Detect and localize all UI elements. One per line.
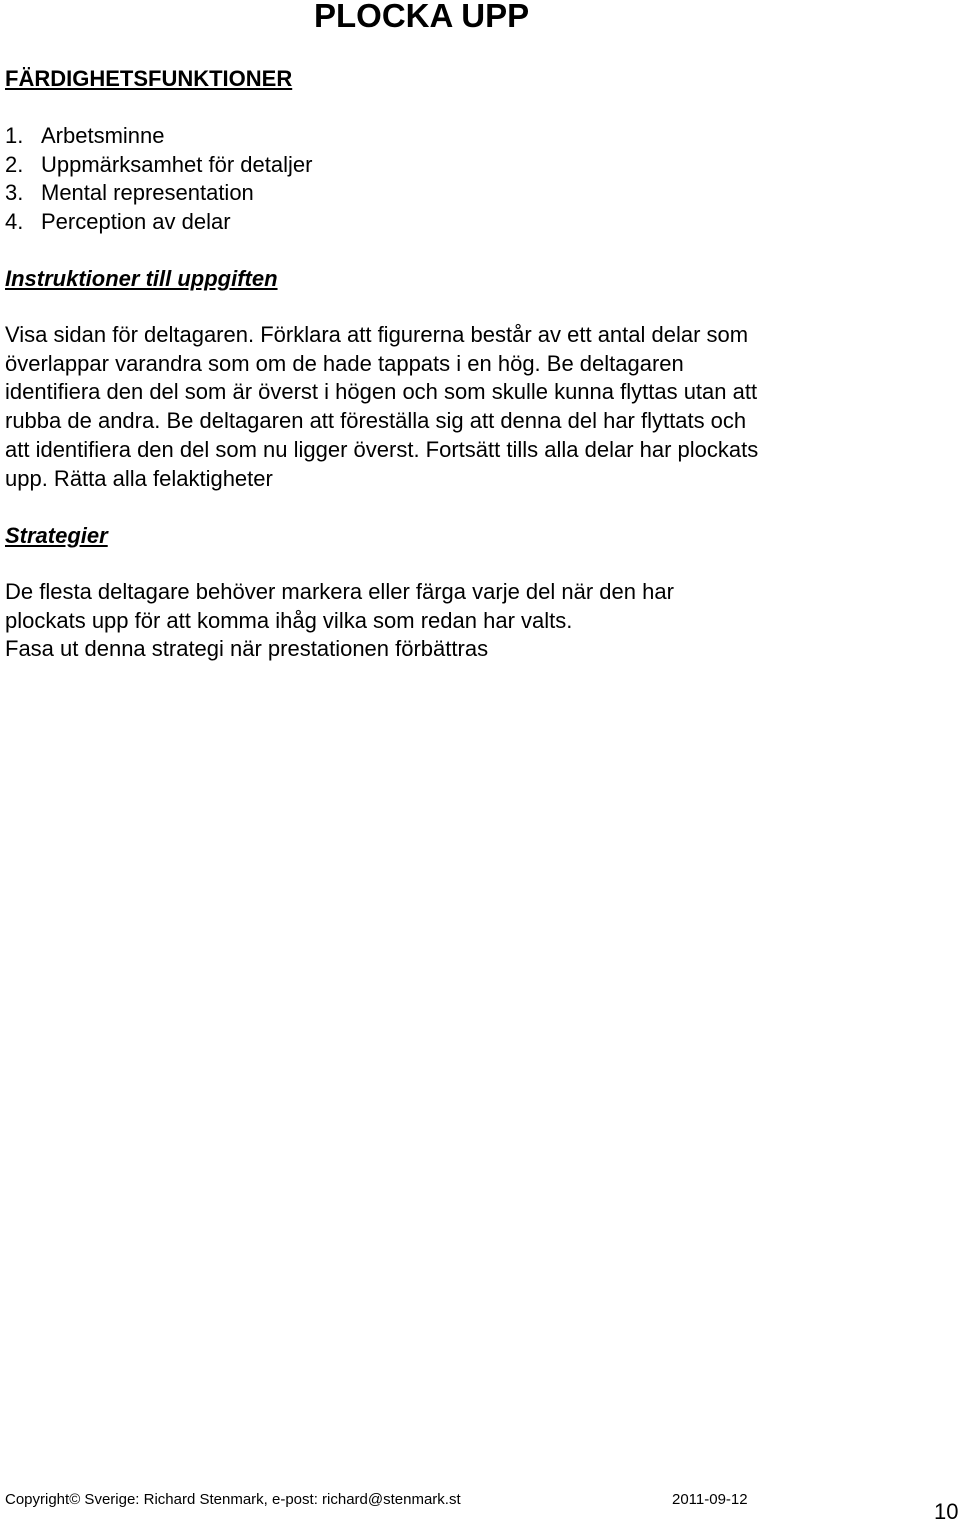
paragraph-line: identifiera den del som är överst i högen och som skulle kunna flyttas utan att: [5, 379, 758, 405]
footer-date: 2011-09-12: [672, 1491, 748, 1508]
paragraph-line: Visa sidan för deltagaren. Förklara att figurerna består av ett antal delar som: [5, 322, 749, 347]
strategies-heading: Strategier: [5, 523, 108, 548]
list-item: [5, 151, 312, 180]
skills-heading: FÄRDIGHETSFUNKTIONER: [5, 66, 293, 91]
instructions-paragraph: [5, 321, 905, 493]
list-item-number: 2.: [5, 151, 24, 177]
list-item-label: Arbetsminne: [41, 123, 165, 148]
list-item-number: 4.: [5, 208, 24, 234]
copyright-icon: ©: [69, 1491, 81, 1508]
list-item: [5, 208, 312, 237]
page-number: 10: [934, 1499, 959, 1524]
list-item-number: 1.: [5, 123, 24, 148]
paragraph-line: Fasa ut denna strategi när prestationen förbättras: [5, 636, 489, 662]
footer-copyright: [5, 1490, 461, 1510]
skills-list: [5, 122, 312, 236]
list-item-number: 3.: [5, 180, 24, 205]
list-item-label: Uppmärksamhet för detaljer: [41, 151, 313, 177]
list-item: [5, 179, 312, 208]
paragraph-line: överlappar varandra som om de hade tappats i en hög. Be deltagaren: [5, 350, 684, 376]
paragraph-line: rubba de andra. Be deltagaren att föreställa sig att denna del har flyttats och: [5, 408, 747, 434]
copyright-label: Copyright: [5, 1491, 70, 1508]
paragraph-line: att identifiera den del som nu ligger överst. Fortsätt tills alla delar har plockats: [5, 436, 759, 462]
copyright-text: Sverige: Richard Stenmark, e-post: richard@stenmark.st: [80, 1491, 461, 1508]
paragraph-line: plockats upp för att komma ihåg vilka som redan har valts.: [5, 607, 573, 633]
list-item: [5, 122, 312, 151]
list-item-label: Mental representation: [41, 180, 254, 205]
page-title: PLOCKA UPP: [314, 0, 530, 34]
list-item-label: Perception av delar: [41, 208, 231, 234]
instructions-heading: Instruktioner till uppgiften: [5, 266, 278, 291]
paragraph-line: De flesta deltagare behöver markera eller färga varje del när den har: [5, 579, 674, 604]
paragraph-line: upp. Rätta alla felaktigheter: [5, 465, 273, 491]
strategies-paragraph: [5, 578, 905, 664]
